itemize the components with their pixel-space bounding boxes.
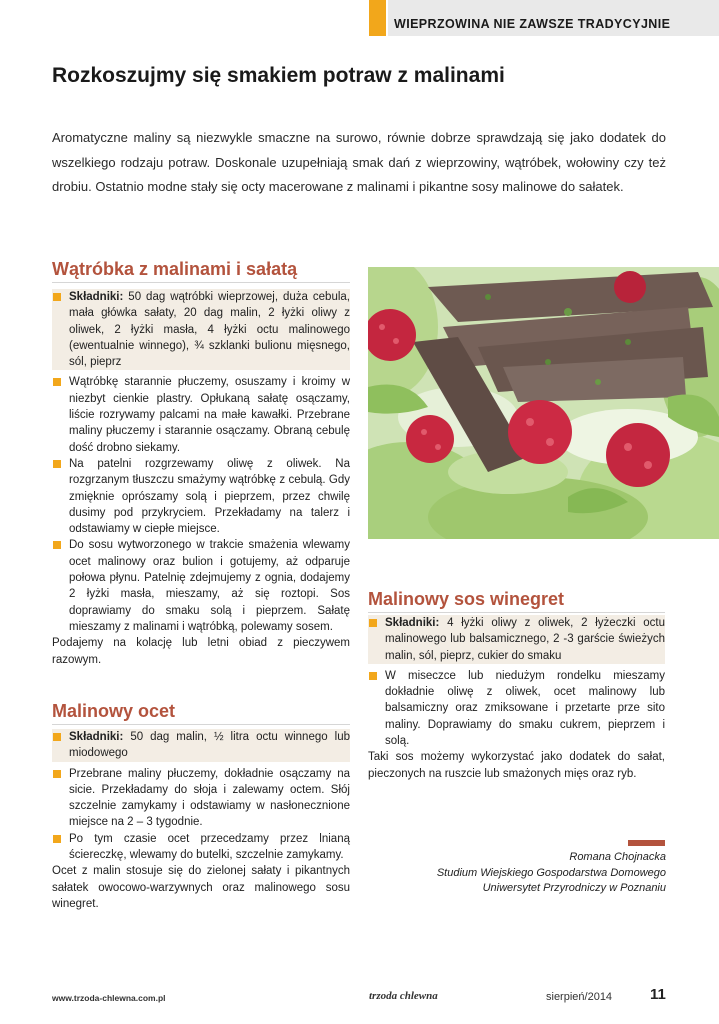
recipe1-step (52, 456, 350, 537)
recipe3-step (368, 668, 665, 749)
recipe3-body (368, 615, 665, 782)
footer-issue: sierpień/2014 (546, 991, 613, 1003)
recipe2-step (52, 766, 350, 831)
step-text: Przebrane maliny płuczemy, dokładnie osączamy na sicie. Przekładamy do słoja i zalewamy octem. Słój szczelnie zamykamy i odstawiamy w nasłonecznione miejsce na 2 – 3 tygodnie. (69, 767, 350, 829)
dish-photo (368, 267, 719, 539)
bullet-square-icon (53, 733, 61, 741)
article-title: Rozkoszujmy się smakiem potraw z malinami (52, 64, 505, 87)
section-title: WIEPRZOWINA NIE ZAWSZE TRADYCYJNIE (394, 17, 671, 31)
recipe3-ingredients (368, 615, 665, 664)
ingredients-label: Składniki: (69, 291, 124, 303)
recipe1-title: Wątróbka z malinami i sałatą (52, 259, 298, 279)
recipe3-title: Malinowy sos winegret (368, 589, 565, 609)
signature-accent-bar (628, 840, 665, 846)
bullet-square-icon (369, 619, 377, 627)
author-affiliation-1: Studium Wiejskiego Gospodarstwa Domowego (436, 867, 666, 879)
bullet-square-icon (53, 835, 61, 843)
recipe2-step (52, 831, 350, 864)
ingredients-text: 50 dag malin, ½ litra octu winnego lub miodowego (69, 731, 350, 760)
ingredients-text: 4 łyżki oliwy z oliwek, 2 łyżeczki octu malinowego lub balsamicznego, 2 -3 garście świeżych malin, sól, pieprz, cukier do smaku (385, 617, 665, 662)
author-affiliation-2: Uniwersytet Przyrodniczy w Poznaniu (482, 882, 666, 894)
step-text: Na patelni rozgrzewamy oliwę z oliwek. Na rozgrzanym tłuszczu smażymy wątróbkę z cebulą. Gdy zmięknie oprószamy solą i pieprzem, przez chwilę dusimy pod przykryciem. Przekładamy na talerz i odstawiamy w ciepłe miejsce. (69, 457, 350, 536)
recipe2-divider (52, 724, 350, 725)
recipe1-step (52, 374, 350, 455)
bullet-square-icon (53, 293, 61, 301)
bullet-square-icon (53, 460, 61, 468)
recipe2-ingredients (52, 729, 350, 762)
footer-magazine-logo: trzoda chlewna (369, 990, 438, 1002)
bullet-square-icon (53, 541, 61, 549)
step-text: W miseczce lub niedużym rondelku mieszamy dokładnie oliwę z oliwek, ocet malinowy lub balsamiczny oraz zmiksowane i przetarte prze sito maliny. Doprawiamy do smaku cukrem, pieprzem i solą. (385, 669, 665, 748)
ingredients-label: Składniki: (385, 617, 440, 629)
recipe1-serving-note: Podajemy na kolację lub letni obiad z pieczywem razowym. (52, 637, 350, 666)
bullet-square-icon (53, 378, 61, 386)
recipe2-usage-note: Ocet z malin stosuje się do zielonej sałaty i pikantnych sałatek owocowo-warzywnych oraz malinowego sosu winegret. (52, 865, 350, 910)
recipe1-step (52, 537, 350, 635)
bullet-square-icon (53, 770, 61, 778)
recipe1-ingredients (52, 289, 350, 370)
recipe1-divider (52, 282, 350, 283)
recipe1-body (52, 289, 350, 668)
author-name: Romana Chojnacka (569, 851, 666, 863)
page-number: 11 (650, 986, 666, 1003)
recipe3-usage-note: Taki sos możemy wykorzystać jako dodatek do sałat, pieczonych na ruszcie lub smażonych mięs oraz ryb. (368, 751, 665, 780)
step-text: Wątróbkę starannie płuczemy, osuszamy i kroimy w niezbyt cienkie plastry. Opłukaną sałatę osączamy, liście rozrywamy palcami na małe kawałki. Przebrane maliny płuczemy i starannie osączamy. Obraną cebulę dość drobno siekamy. (69, 376, 350, 454)
header-accent-bar (369, 0, 386, 36)
step-text: Po tym czasie ocet przecedzamy przez lnianą ściereczkę, wlewamy do butelki, szczelnie zamykamy. (69, 832, 350, 862)
intro-text: Aromatyczne maliny są niezwykle smaczne na surowo, równie dobrze sprawdzają się jako dodatek do wszelkiego rodzaju potraw. Doskonale uzupełniają smak dań z wieprzowiny, wątróbek, wołowiny czy też drobiu. Ostatnio modne stały się octy macerowane z malinami i pikantne sosy malinowe do sałatek. (52, 130, 666, 194)
liver-raspberry-salad-image (368, 267, 719, 539)
bullet-square-icon (369, 672, 377, 680)
ingredients-text: 50 dag wątróbki wieprzowej, duża cebula, mała główka sałaty, 20 dag malin, 2 łyżki oliwy z oliwek, 2 łyżki masła, 4 łyżki octu malinowego (ewentualnie winnego), ¾ szklanki bulionu mięsnego, sól, pieprz (69, 291, 350, 369)
step-text: Do sosu wytworzonego w trakcie smażenia wlewamy ocet malinowy oraz bulion i gotujemy, aż odparuje połowa płynu. Patelnię zdejmujemy z ognia, dodajemy 2 łyżki masła, mieszamy, aż się roztopi. Sos doprawiamy do smaku solą i pieprzem. Sałatę mieszamy z malinami i wątróbką, polewamy sosem. (69, 539, 350, 633)
recipe3-divider (368, 612, 665, 613)
recipe2-title: Malinowy ocet (52, 701, 176, 721)
footer-website-link[interactable]: www.trzoda-chlewna.com.pl (52, 993, 166, 1003)
recipe2-body (52, 729, 350, 912)
article-intro (52, 126, 666, 200)
ingredients-label: Składniki: (69, 731, 124, 743)
